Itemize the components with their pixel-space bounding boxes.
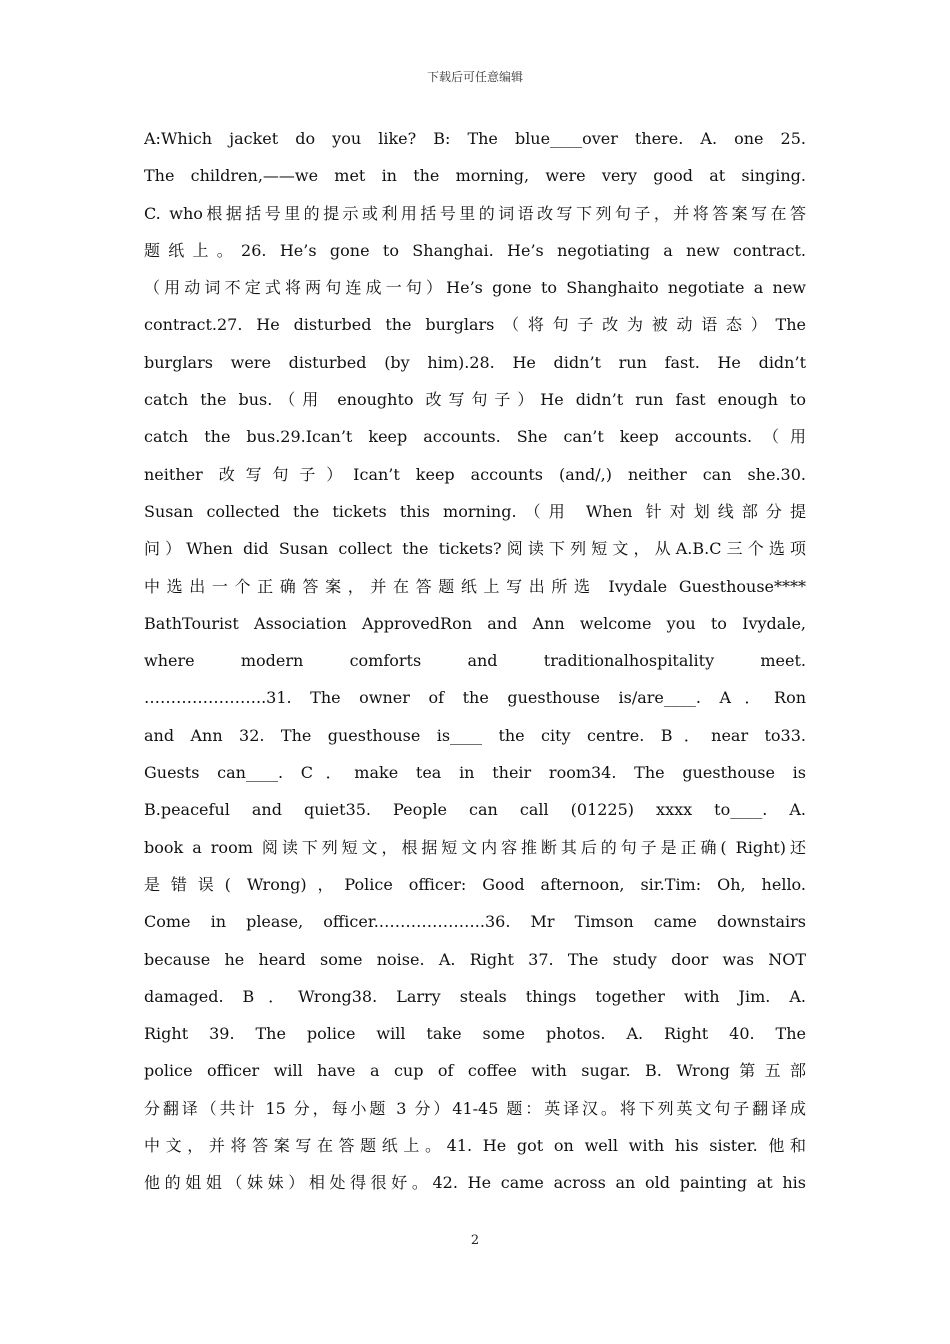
text-line: 题纸上。26. He’s gone to Shanghai. He’s negotiating a new contract. [144, 240, 806, 260]
text-line: 中选出一个正确答案，并在答题纸上写出所选 Ivydale Guesthouse**** [144, 576, 806, 596]
text-line: where modern comforts and traditionalhospitality meet. [144, 651, 806, 671]
text-line: contract.27. He disturbed the burglars（将句子改为被动语态）The [144, 315, 806, 335]
text-line: 是错误( Wrong)，Police officer: Good afternoon, sir.Tim: Oh, hello. [144, 874, 806, 894]
text-line: Susan collected the tickets this morning.（用 When 针对划线部分提 [144, 501, 806, 521]
page-number: 2 [470, 1233, 480, 1248]
text-line: …………………..31. The owner of the guesthouse is/are____. A．Ron [144, 688, 806, 708]
text-line: book a room 阅读下列短文，根据短文内容推断其后的句子是正确( Right)还 [144, 837, 806, 857]
text-line: Right 39. The police will take some photos. A. Right 40. The [144, 1024, 806, 1044]
text-line: 中文，并将答案写在答题纸上。41. He got on well with his sister. 他和 [144, 1136, 806, 1156]
page-header: 下载后可任意编辑 [426, 70, 523, 84]
text-line: BathTourist Association ApprovedRon and Ann welcome you to Ivydale, [144, 613, 806, 633]
text-line: catch the bus.29.Ican’t keep accounts. She can’t keep accounts.（用 [144, 427, 806, 447]
text-line: burglars were disturbed (by him).28. He didn’t run fast. He didn’t [144, 352, 806, 372]
text-line: catch the bus.（用 enoughto 改写句子）He didn’t run fast enough to [144, 390, 806, 410]
text-line: A:Which jacket do you like? B: The blue____over there. A. one 25. [144, 129, 806, 148]
text-line: （用动词不定式将两句连成一句）He’s gone to Shanghaito negotiate a new [144, 278, 806, 298]
text-line: The children,——we met in the morning, were very good at singing. [144, 166, 806, 186]
text-line: 问）When did Susan collect the tickets?阅读下列短文，从A.B.C三个选项 [144, 539, 806, 559]
text-line: C. who根据括号里的提示或利用括号里的词语改写下列句子，并将答案写在答 [144, 203, 806, 223]
document-body [144, 120, 806, 1202]
text-line: B.peaceful and quiet35. People can call (01225) xxxx to____. A. [144, 800, 806, 820]
text-line: damaged. B．Wrong38. Larry steals things together with Jim. A. [144, 986, 806, 1006]
text-line: 他的姐姐（妹妹）相处得很好。42. He came across an old painting at his [144, 1173, 806, 1193]
text-line: neither 改写句子）Ican’t keep accounts (and/,) neither can she.30. [144, 464, 806, 484]
text-line: 分翻译（共计 15 分，每小题 3 分）41-45 题：英译汉。将下列英文句子翻译成 [144, 1098, 806, 1118]
text-line: police officer will have a cup of coffee with sugar. B. Wrong第五部 [144, 1061, 806, 1081]
text-line: because he heard some noise. A. Right 37. The study door was NOT [144, 949, 806, 969]
text-line: Come in please, officer.………………..36. Mr Timson came downstairs [144, 912, 806, 932]
text-line: and Ann 32. The guesthouse is____ the city centre. B．near to33. [144, 725, 806, 745]
text-line: Guests can____. C．make tea in their room34. The guesthouse is [144, 763, 806, 783]
